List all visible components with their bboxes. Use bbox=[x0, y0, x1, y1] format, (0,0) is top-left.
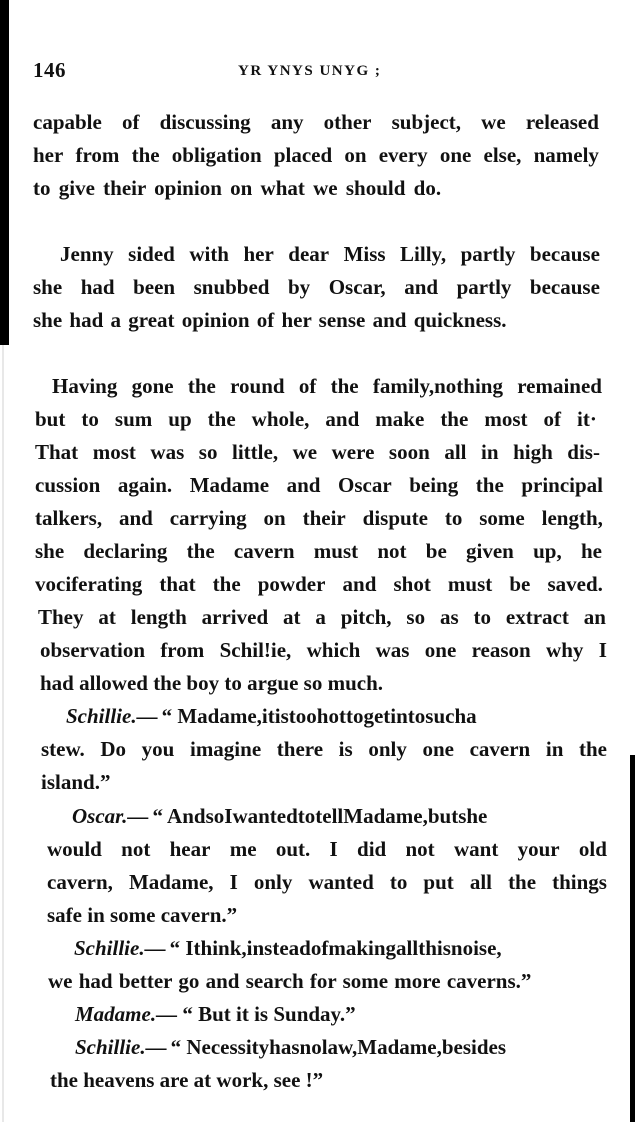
word: a bbox=[315, 605, 326, 629]
word: carrying bbox=[169, 506, 247, 530]
word: Madame, bbox=[357, 1035, 442, 1059]
dialogue-line: Madame.— “ But it is Sunday.” bbox=[75, 1002, 356, 1026]
word: was bbox=[150, 440, 185, 464]
speaker-name: Schillie.— bbox=[75, 1035, 167, 1059]
text-line: to give their opinion on what we should do. bbox=[33, 176, 442, 200]
word: That bbox=[35, 440, 79, 464]
speaker-name: Oscar.— bbox=[72, 804, 149, 828]
word: sum bbox=[114, 407, 153, 431]
word: in bbox=[545, 737, 564, 761]
word: discussing bbox=[159, 110, 251, 134]
text-line: island.” bbox=[41, 770, 111, 794]
word: family,nothing bbox=[372, 374, 503, 398]
word: must bbox=[447, 572, 493, 596]
page-edge-faint-left bbox=[2, 345, 4, 1122]
word: at bbox=[98, 605, 116, 629]
word: I bbox=[224, 804, 233, 828]
word: wanted bbox=[232, 804, 298, 828]
word: of bbox=[121, 110, 140, 134]
dialogue-line bbox=[72, 802, 607, 830]
word: that bbox=[159, 572, 196, 596]
word: from bbox=[160, 638, 205, 662]
word: it bbox=[261, 704, 275, 728]
word: only bbox=[368, 737, 407, 761]
word: the bbox=[330, 374, 359, 398]
word: most bbox=[484, 407, 528, 431]
word: by bbox=[288, 275, 311, 299]
word: with bbox=[189, 242, 229, 266]
word: no bbox=[299, 1035, 322, 1059]
word: up, bbox=[533, 539, 562, 563]
text-line bbox=[35, 537, 602, 565]
word: to bbox=[389, 870, 408, 894]
text-line bbox=[35, 405, 597, 433]
word: been bbox=[133, 275, 176, 299]
dialogue-line bbox=[75, 1033, 609, 1061]
word: a bbox=[466, 704, 477, 728]
word: the bbox=[207, 407, 236, 431]
text-line bbox=[52, 372, 602, 400]
word: only bbox=[253, 870, 293, 894]
word: an bbox=[583, 605, 606, 629]
word: was bbox=[375, 638, 410, 662]
word: released bbox=[525, 110, 599, 134]
word: your bbox=[517, 837, 560, 861]
text-line bbox=[35, 471, 603, 499]
page-edge-shadow-left bbox=[0, 0, 9, 345]
word: shot bbox=[393, 572, 431, 596]
word: too bbox=[288, 704, 317, 728]
word: so bbox=[406, 605, 426, 629]
word: placed bbox=[273, 143, 333, 167]
word: to bbox=[473, 605, 492, 629]
word: into bbox=[390, 704, 426, 728]
word: noise, bbox=[450, 936, 502, 960]
word: not bbox=[377, 539, 407, 563]
word: put bbox=[423, 870, 454, 894]
word: and bbox=[325, 407, 360, 431]
word: from bbox=[75, 143, 120, 167]
word: all bbox=[396, 936, 419, 960]
word: declaring bbox=[83, 539, 168, 563]
word: would bbox=[47, 837, 102, 861]
word: on bbox=[344, 143, 367, 167]
word: dispute bbox=[362, 506, 428, 530]
word: must bbox=[313, 539, 359, 563]
word: things bbox=[552, 870, 607, 894]
word: is bbox=[338, 737, 353, 761]
word: subject, bbox=[391, 110, 462, 134]
word: whole, bbox=[251, 407, 310, 431]
word: vociferating bbox=[35, 572, 143, 596]
word: has bbox=[269, 1035, 300, 1059]
word: tell bbox=[315, 804, 344, 828]
word: most bbox=[92, 440, 136, 464]
word: it· bbox=[577, 407, 597, 431]
word: she bbox=[33, 275, 63, 299]
word: saved. bbox=[547, 572, 603, 596]
word: principal bbox=[521, 473, 603, 497]
word: Having bbox=[52, 374, 118, 398]
text-line bbox=[60, 240, 600, 268]
word: did bbox=[357, 837, 387, 861]
word: every bbox=[378, 143, 428, 167]
word: because bbox=[529, 242, 600, 266]
word: and bbox=[286, 473, 321, 497]
word: get bbox=[363, 704, 391, 728]
word: little, bbox=[232, 440, 279, 464]
word: high bbox=[513, 440, 553, 464]
word: to bbox=[81, 407, 99, 431]
word: on bbox=[263, 506, 286, 530]
word: law, bbox=[321, 1035, 358, 1059]
word: capable bbox=[33, 110, 102, 134]
word: Miss bbox=[343, 242, 386, 266]
word: which bbox=[306, 638, 361, 662]
word: so bbox=[198, 440, 218, 464]
text-line: she had a great opinion of her sense and quickness. bbox=[33, 308, 507, 332]
word: namely bbox=[533, 143, 599, 167]
word: one bbox=[439, 143, 472, 167]
word: she bbox=[458, 804, 488, 828]
word: again. bbox=[117, 473, 173, 497]
word: the bbox=[508, 870, 537, 894]
word: any bbox=[270, 110, 304, 134]
word: other bbox=[323, 110, 372, 134]
word: one bbox=[424, 638, 457, 662]
word: “ I bbox=[169, 936, 194, 960]
word: some bbox=[479, 506, 525, 530]
word: this bbox=[418, 936, 451, 960]
word: in bbox=[481, 440, 499, 464]
word: why bbox=[546, 638, 584, 662]
word: the bbox=[440, 407, 469, 431]
text-line bbox=[47, 868, 607, 896]
word: we bbox=[481, 110, 506, 134]
text-line bbox=[33, 108, 599, 136]
word: “ Madame, bbox=[161, 704, 262, 728]
speaker-name: Schillie.— bbox=[66, 704, 158, 728]
word: reason bbox=[471, 638, 531, 662]
word: besides bbox=[441, 1035, 507, 1059]
word: Madame bbox=[189, 473, 270, 497]
page-edge-shadow-right bbox=[630, 755, 635, 1122]
word: obligation bbox=[171, 143, 262, 167]
word: he bbox=[580, 539, 602, 563]
word: powder bbox=[257, 572, 326, 596]
word: her bbox=[243, 242, 274, 266]
text-line bbox=[33, 141, 599, 169]
word: hear bbox=[169, 837, 211, 861]
text-line bbox=[35, 570, 603, 598]
word: given bbox=[466, 539, 514, 563]
text-line bbox=[47, 835, 607, 863]
word: up bbox=[168, 407, 192, 431]
word: making bbox=[328, 936, 397, 960]
word: the bbox=[475, 473, 504, 497]
word: one bbox=[422, 737, 454, 761]
word: dear bbox=[288, 242, 330, 266]
word: to bbox=[345, 704, 364, 728]
word: gone bbox=[131, 374, 174, 398]
word: Oscar, bbox=[328, 275, 386, 299]
word: talkers, bbox=[35, 506, 103, 530]
word: she bbox=[35, 539, 65, 563]
word: so bbox=[205, 804, 225, 828]
word: Lilly, bbox=[400, 242, 447, 266]
word: arrived bbox=[201, 605, 269, 629]
word: be bbox=[509, 572, 531, 596]
word: want bbox=[453, 837, 499, 861]
word: not bbox=[121, 837, 151, 861]
word: hot bbox=[316, 704, 346, 728]
word: we bbox=[292, 440, 318, 464]
word: had bbox=[80, 275, 115, 299]
word: They bbox=[38, 605, 84, 629]
word: think, bbox=[193, 936, 247, 960]
word: such bbox=[425, 704, 467, 728]
word: snubbed bbox=[193, 275, 270, 299]
text-line: safe in some cavern.” bbox=[47, 903, 238, 927]
dialogue-line bbox=[66, 702, 607, 730]
word: remained bbox=[517, 374, 602, 398]
speaker-name: Schillie.— bbox=[74, 936, 166, 960]
word: length bbox=[130, 605, 187, 629]
word: Do bbox=[100, 737, 127, 761]
word: of bbox=[310, 936, 329, 960]
word: the bbox=[187, 374, 216, 398]
word: me bbox=[229, 837, 257, 861]
word: because bbox=[529, 275, 600, 299]
word: Jenny bbox=[60, 242, 114, 266]
word: Schil!ie, bbox=[219, 638, 292, 662]
speaker-name: Madame.— bbox=[75, 1002, 178, 1026]
text-line bbox=[38, 603, 606, 631]
word: their bbox=[302, 506, 346, 530]
word: the bbox=[131, 143, 160, 167]
word: else, bbox=[483, 143, 522, 167]
word: imagine bbox=[189, 737, 262, 761]
word: to bbox=[444, 506, 463, 530]
word: but bbox=[427, 804, 459, 828]
text-line bbox=[35, 438, 600, 466]
text-line: the heavens are at work, see !” bbox=[50, 1068, 324, 1092]
word: dis- bbox=[567, 440, 600, 464]
word: sided bbox=[128, 242, 175, 266]
dialogue-line bbox=[74, 934, 609, 962]
text-line bbox=[33, 273, 600, 301]
word: is bbox=[274, 704, 289, 728]
page-number: 146 bbox=[33, 58, 66, 82]
word: stew. bbox=[41, 737, 85, 761]
word: as bbox=[439, 605, 459, 629]
word: but bbox=[35, 407, 66, 431]
word: not bbox=[405, 837, 435, 861]
word: make bbox=[375, 407, 425, 431]
word: partly bbox=[456, 275, 512, 299]
word: of bbox=[298, 374, 317, 398]
word: of bbox=[543, 407, 562, 431]
word: I bbox=[229, 870, 238, 894]
word: at bbox=[283, 605, 301, 629]
word: her bbox=[33, 143, 64, 167]
word: and bbox=[118, 506, 153, 530]
text-line bbox=[40, 636, 607, 664]
word: wanted bbox=[308, 870, 374, 894]
word: being bbox=[409, 473, 459, 497]
word: were bbox=[331, 440, 375, 464]
word: extract bbox=[505, 605, 569, 629]
word: cavern bbox=[233, 539, 295, 563]
word: cavern bbox=[469, 737, 531, 761]
word: observation bbox=[40, 638, 145, 662]
word: instead bbox=[246, 936, 311, 960]
text-line bbox=[41, 735, 607, 763]
word: pitch, bbox=[340, 605, 392, 629]
word: soon bbox=[388, 440, 430, 464]
word: I bbox=[598, 638, 607, 662]
word: you bbox=[141, 737, 175, 761]
word: “ Necessity bbox=[170, 1035, 270, 1059]
word: the bbox=[579, 737, 607, 761]
word: be bbox=[425, 539, 447, 563]
text-line bbox=[35, 504, 603, 532]
word: Madame, bbox=[343, 804, 428, 828]
word: the bbox=[212, 572, 241, 596]
word: round bbox=[230, 374, 285, 398]
running-head: YR YNYS UNYG ; bbox=[238, 63, 382, 79]
word: there bbox=[276, 737, 324, 761]
text-line: we had better go and search for some more caverns.” bbox=[48, 969, 532, 993]
word: Madame, bbox=[128, 870, 214, 894]
word: Oscar bbox=[338, 473, 392, 497]
word: partly bbox=[460, 242, 516, 266]
word: and bbox=[342, 572, 377, 596]
word: all bbox=[469, 870, 492, 894]
word: cussion bbox=[35, 473, 101, 497]
word: and bbox=[404, 275, 439, 299]
word: to bbox=[297, 804, 316, 828]
word: the bbox=[186, 539, 215, 563]
word: I bbox=[329, 837, 338, 861]
word: length, bbox=[541, 506, 603, 530]
word: all bbox=[444, 440, 467, 464]
word: out. bbox=[275, 837, 311, 861]
page-header bbox=[33, 58, 603, 88]
text-line: had allowed the boy to argue so much. bbox=[40, 671, 384, 695]
word: cavern, bbox=[47, 870, 113, 894]
word: old bbox=[578, 837, 607, 861]
word: “ And bbox=[152, 804, 206, 828]
